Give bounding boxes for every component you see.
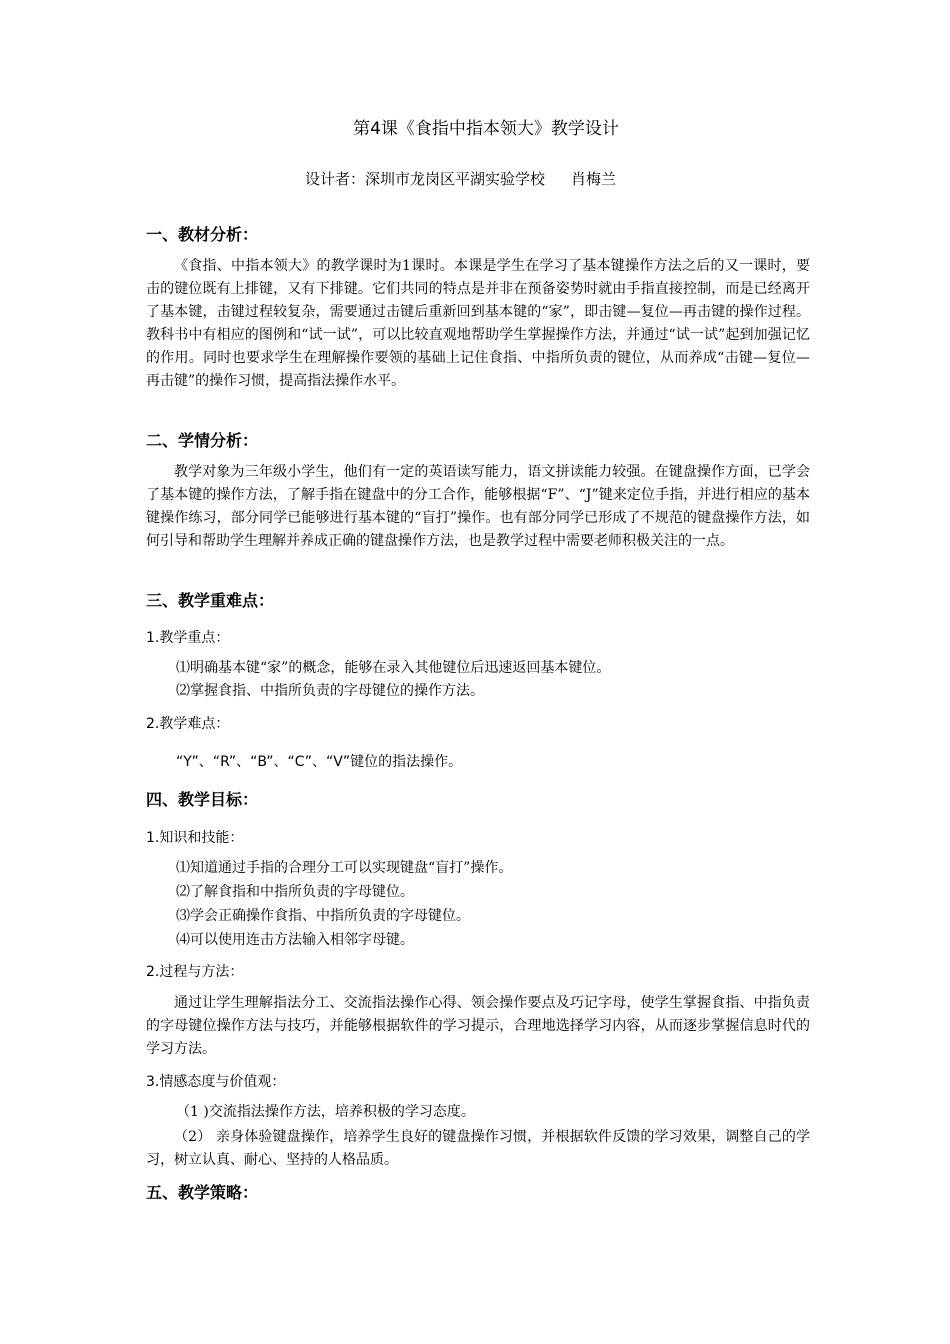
section-heading-key-points: 三、教学重难点： bbox=[146, 591, 275, 610]
focus-item-1: ⑴明确基本键“家”的概念，能够在录入其他键位后迅速返回基本键位。 bbox=[176, 660, 611, 676]
process-method-paragraph: 通过让学生理解指法分工、交流指法操作心得、领会操作要点及巧记字母，使学生掌握食指、中指负责的字母键位操作方法与技巧，并能够根据软件的学习提示，合理地选择学习内容，从而逐步掌握信息时代的学习方法。 bbox=[146, 995, 810, 1057]
subheading-knowledge-skills: 1.知识和技能： bbox=[146, 830, 244, 846]
focus-item-2: ⑵掌握食指、中指所负责的字母键位的操作方法。 bbox=[176, 683, 484, 699]
difficulty-keys-line: “Y”、“R”、“B”、“C”、“V”键位的指法操作。 bbox=[176, 754, 463, 770]
document-title: 第4课《食指中指本领大》教学设计 bbox=[353, 119, 619, 139]
subheading-teaching-difficulty: 2.教学难点： bbox=[146, 716, 230, 732]
author-name: 肖梅兰 bbox=[571, 170, 617, 188]
student-analysis-paragraph: 教学对象为三年级小学生，他们有一定的英语读写能力，语文拼读能力较强。在键盘操作方面，已学会了基本键的操作方法，了解手指在键盘中的分工合作，能够根据“F”、“J”键来定位手指，并进行相应的基本键操作练习，部分同学已能够进行基本键的“盲打”操作。也有部分同学已形成了不规范的键盘操作方法，如何引导和帮助学生理解并养成正确的键盘操作方法，也是教学过程中需要老师积极关注的一点。 bbox=[146, 464, 810, 549]
subheading-emotion-values: 3.情感态度与价值观： bbox=[146, 1074, 286, 1090]
section-heading-strategy: 五、教学策略： bbox=[146, 1183, 259, 1202]
knowledge-item-4: ⑷可以使用连击方法输入相邻字母键。 bbox=[176, 932, 414, 948]
emotion-item-1: （1 )交流指法操作方法，培养积极的学习态度。 bbox=[176, 1104, 475, 1120]
section-heading-objectives: 四、教学目标： bbox=[146, 790, 259, 809]
knowledge-item-1: ⑴知道通过手指的合理分工可以实现键盘“盲打”操作。 bbox=[176, 860, 513, 876]
subheading-teaching-focus: 1.教学重点： bbox=[146, 630, 230, 646]
section-heading-textbook-analysis: 一、教材分析： bbox=[146, 225, 259, 244]
emotion-item-2: （2） 亲身体验键盘操作，培养学生良好的键盘操作习惯，并根据软件反馈的学习效果，调整自己的学习，树立认真、耐心、坚持的人格品质。 bbox=[146, 1129, 810, 1168]
section-heading-student-analysis: 二、学情分析： bbox=[146, 431, 259, 450]
author-label: 设计者：深圳市龙岗区平湖实验学校 bbox=[305, 170, 546, 188]
textbook-analysis-paragraph: 《食指、中指本领大》的教学课时为1课时。本课是学生在学习了基本键操作方法之后的又一课时，要击的键位既有上排键，又有下排键。它们共同的特点是并非在预备姿势时就由手指直接控制，而是已经离开了基本键，击键过程较复杂，需要通过击键后重新回到基本键的“家”，即击键—复位—再击键的操作过程。教科书中有相应的图例和“试一试”，可以比较直观地帮助学生掌握操作方法，并通过“试一试”起到加强记忆的作用。同时也要求学生在理解操作要领的基础上记住食指、中指所负责的键位，从而养成“击键—复位—再击键”的操作习惯，提高指法操作水平。 bbox=[146, 258, 810, 389]
author-line bbox=[305, 168, 616, 190]
knowledge-item-3: ⑶学会正确操作食指、中指所负责的字母键位。 bbox=[176, 908, 470, 924]
knowledge-item-2: ⑵了解食指和中指所负责的字母键位。 bbox=[176, 884, 414, 900]
subheading-process-method: 2.过程与方法： bbox=[146, 964, 244, 980]
